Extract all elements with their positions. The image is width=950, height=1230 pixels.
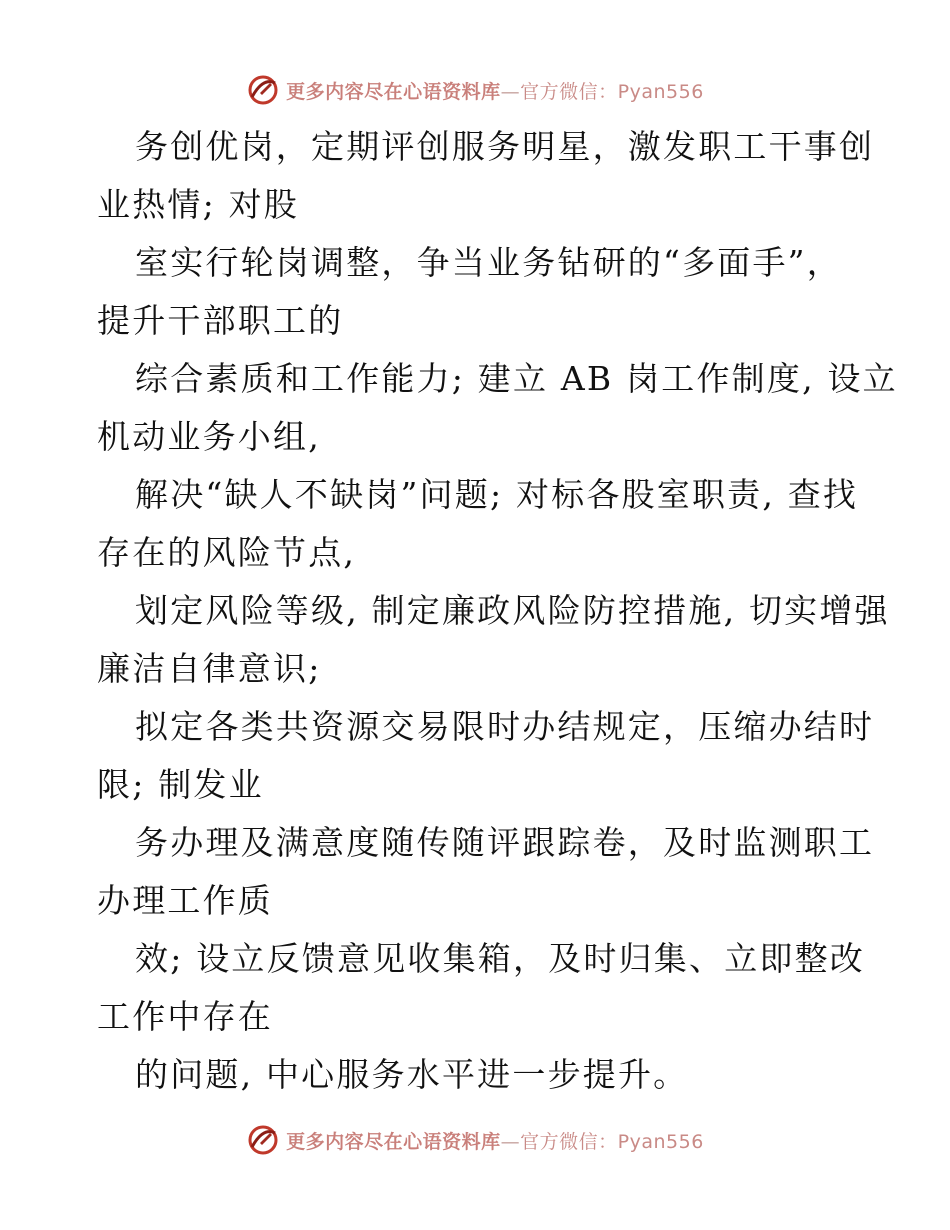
text-line: 效; 设立反馈意见收集箱，及时归集、立即整改 xyxy=(135,939,866,978)
header-watermark-banner xyxy=(0,70,950,110)
text-line: 划定风险等级, 制定廉政风险防控措施, 切实增强 xyxy=(135,591,890,630)
text-line: 限; 制发业 xyxy=(97,765,264,804)
pen-logo-icon xyxy=(246,1123,280,1157)
text-line: 存在的风险节点, xyxy=(97,533,357,572)
text-line: 拟定各类共资源交易限时办结规定，压缩办结时 xyxy=(135,707,875,746)
footer-watermark-banner xyxy=(0,1120,950,1160)
pen-logo-icon xyxy=(246,73,280,107)
text-line: 综合素质和工作能力; 建立 AB 岗工作制度, 设立 xyxy=(135,359,898,398)
text-line: 提升干部职工的 xyxy=(97,301,344,340)
watermark-text: 更多内容尽在心语资料库—官方微信：Pyan556 xyxy=(286,1130,704,1153)
text-line: 务创优岗，定期评创服务明星，激发职工干事创 xyxy=(135,127,875,166)
text-line: 廉洁自律意识; xyxy=(97,649,322,688)
text-line: 解决“缺人不缺岗”问题; 对标各股室职责, 查找 xyxy=(135,475,859,514)
text-line: 室实行轮岗调整，争当业务钻研的“多面手”， xyxy=(135,243,842,282)
text-line: 务办理及满意度随传随评跟踪卷，及时监测职工 xyxy=(135,823,875,862)
text-line: 机动业务小组, xyxy=(97,417,321,456)
text-line: 办理工作质 xyxy=(97,881,273,920)
document-body xyxy=(97,118,898,1104)
text-line: 工作中存在 xyxy=(97,997,273,1036)
text-line: 的问题, 中心服务水平进一步提升。 xyxy=(135,1055,689,1094)
text-line: 业热情; 对股 xyxy=(97,185,300,224)
watermark-text: 更多内容尽在心语资料库—官方微信：Pyan556 xyxy=(286,80,704,103)
